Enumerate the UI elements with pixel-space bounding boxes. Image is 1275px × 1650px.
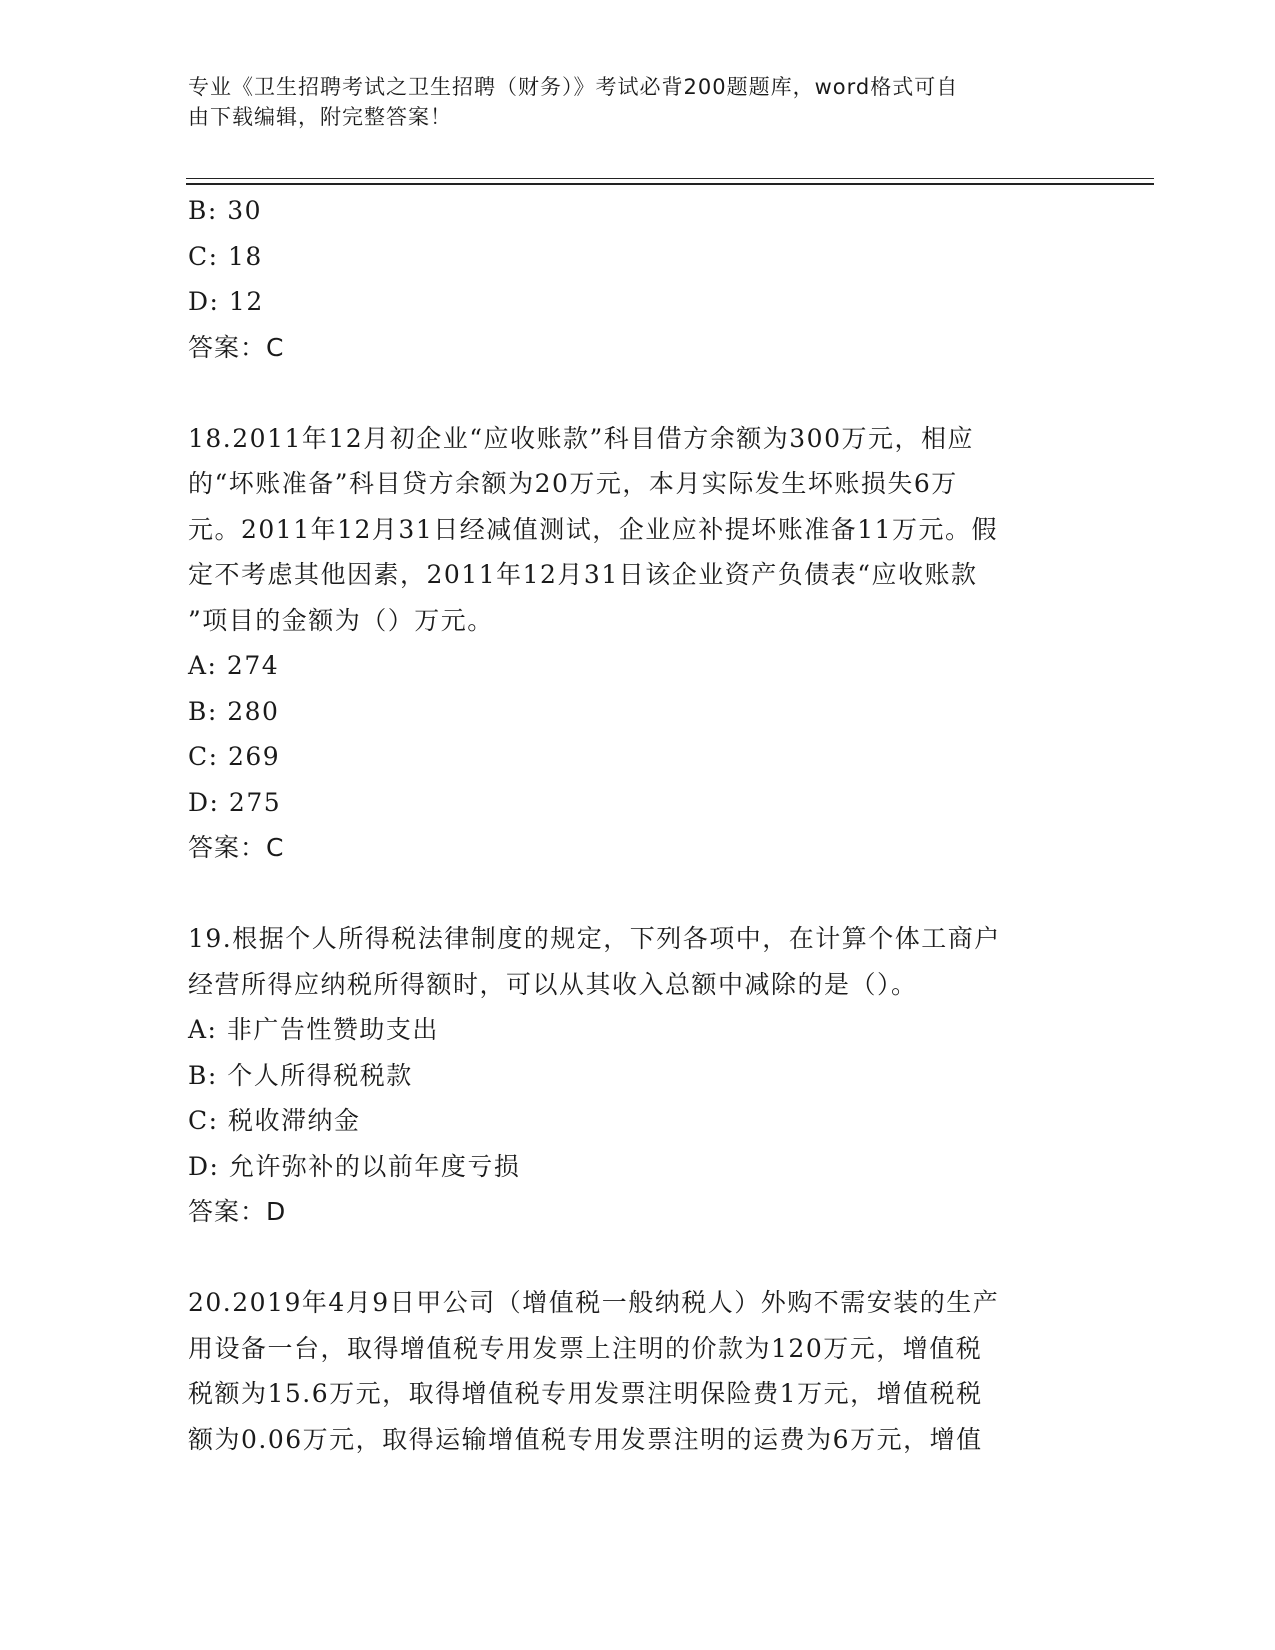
question-20 <box>188 1280 1088 1462</box>
page-header <box>188 72 1068 132</box>
spacer <box>188 1235 1088 1281</box>
option-a: A: 非广告性赞助支出 <box>188 1015 439 1044</box>
question-stem-line: 税额为15.6万元，取得增值税专用发票注明保险费1万元，增值税税 <box>188 1379 983 1408</box>
option-c: C: 269 <box>188 742 281 771</box>
header-line-2: 由下载编辑，附完整答案！ <box>188 105 452 129</box>
question-stem-line: ”项目的金额为（）万元。 <box>188 605 494 635</box>
question-stem-line: 定不考虑其他因素，2011年12月31日该企业资产负债表“应收账款 <box>188 560 978 589</box>
question-17-tail <box>188 188 1088 370</box>
header-line-1: 专业《卫生招聘考试之卫生招聘（财务）》考试必背200题题库，word格式可自 <box>188 75 959 99</box>
option-d: D: 允许弥补的以前年度亏损 <box>188 1151 521 1181</box>
spacer <box>188 370 1088 416</box>
question-stem-line: 用设备一台，取得增值税专用发票上注明的价款为120万元，增值税 <box>188 1333 983 1363</box>
question-stem-line: 20.2019年4月9日甲公司（增值税一般纳税人）外购不需安装的生产 <box>188 1288 1000 1317</box>
option-b: B: 280 <box>188 696 280 726</box>
question-18 <box>188 416 1088 871</box>
question-19 <box>188 916 1088 1235</box>
option-b: B: 个人所得税税款 <box>188 1060 413 1090</box>
option-c: C: 18 <box>188 241 263 271</box>
question-content <box>188 188 1088 1462</box>
option-b: B: 30 <box>188 196 263 225</box>
question-stem-line: 额为0.06万元，取得运输增值税专用发票注明的运费为6万元，增值 <box>188 1424 983 1454</box>
answer-label: 答案：C <box>188 332 285 362</box>
answer-label: 答案：D <box>188 1197 287 1226</box>
question-stem-line: 19.根据个人所得税法律制度的规定，下列各项中，在计算个体工商户 <box>188 924 1001 953</box>
option-d: D: 12 <box>188 287 264 316</box>
header-divider-thick <box>186 183 1154 185</box>
spacer <box>188 871 1088 917</box>
question-stem-line: 的“坏账准备”科目贷方余额为20万元，本月实际发生坏账损失6万 <box>188 469 958 498</box>
question-stem-line: 经营所得应纳税所得额时，可以从其收入总额中减除的是（）。 <box>188 969 918 999</box>
answer-label: 答案：C <box>188 833 285 862</box>
question-stem-line: 元。2011年12月31日经减值测试，企业应补提坏账准备11万元。假 <box>188 514 999 544</box>
question-stem-line: 18.2011年12月初企业“应收账款”科目借方余额为300万元，相应 <box>188 423 974 453</box>
header-divider-thin <box>186 178 1154 179</box>
option-c: C: 税收滞纳金 <box>188 1106 361 1135</box>
option-d: D: 275 <box>188 787 282 817</box>
option-a: A: 274 <box>188 651 280 680</box>
